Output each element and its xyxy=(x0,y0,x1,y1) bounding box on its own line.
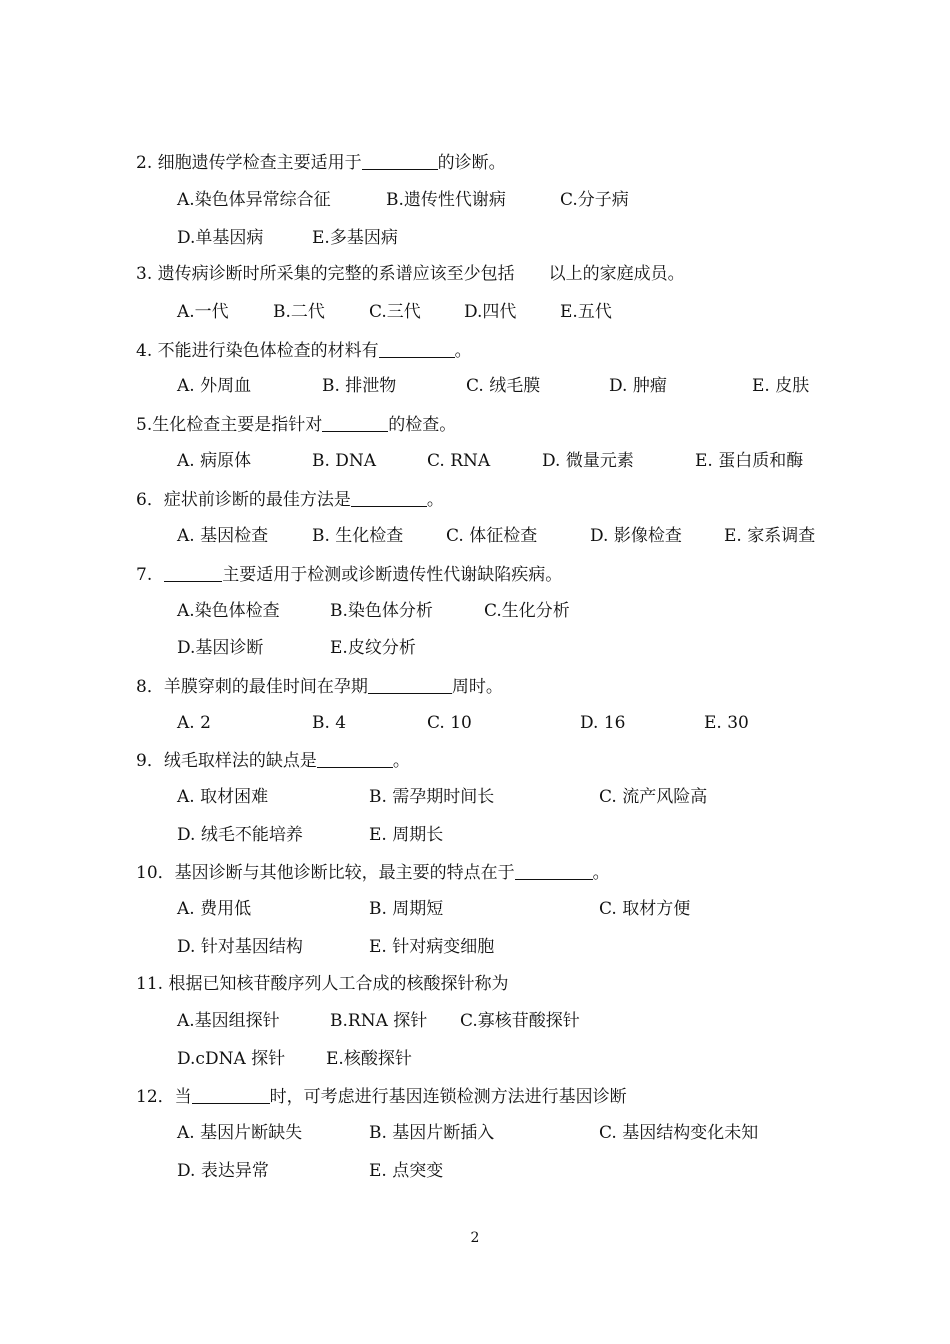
option-d: D. 针对基因结构 xyxy=(177,937,303,957)
option-c: C. 绒毛膜 xyxy=(466,376,541,396)
question-7-stem xyxy=(136,563,562,586)
option-b: B. DNA xyxy=(312,451,377,471)
question-9-stem-end: 。 xyxy=(392,751,410,771)
option-c: C.分子病 xyxy=(560,190,629,210)
option-a: A. 基因片断缺失 xyxy=(177,1123,303,1143)
question-8-stem xyxy=(136,675,503,698)
option-b: B. 生化检查 xyxy=(312,526,404,546)
question-10-stem xyxy=(136,861,610,884)
option-d: D. 绒毛不能培养 xyxy=(177,825,303,845)
option-e: E.五代 xyxy=(560,302,612,322)
option-e: E. 蛋白质和酶 xyxy=(695,451,804,471)
option-d: D.单基因病 xyxy=(177,228,264,248)
option-e: E.皮纹分析 xyxy=(330,638,416,658)
option-e: E. 家系调查 xyxy=(724,526,816,546)
option-d: D.四代 xyxy=(464,302,517,322)
question-5-stem-end: 的检查。 xyxy=(388,415,457,435)
option-a: A.一代 xyxy=(177,302,229,322)
option-e: E. 针对病变细胞 xyxy=(369,937,495,957)
option-e: E. 30 xyxy=(704,713,749,733)
question-5-stem-text: 5.生化检查主要是指针对 xyxy=(136,415,323,435)
option-c: C. 体征检查 xyxy=(446,526,538,546)
option-d: D.基因诊断 xyxy=(177,638,264,658)
option-c: C. RNA xyxy=(427,451,491,471)
answer-blank xyxy=(317,749,393,768)
option-b: B.遗传性代谢病 xyxy=(386,190,506,210)
option-e: E. 皮肤 xyxy=(752,376,810,396)
question-6-stem-end: 。 xyxy=(426,490,444,510)
question-2-stem xyxy=(136,151,506,174)
question-12-stem-text: 12．当 xyxy=(136,1087,192,1107)
option-b: B.RNA 探针 xyxy=(330,1011,428,1031)
question-2-stem-text: 2. 细胞遗传学检查主要适用于 xyxy=(136,153,362,173)
option-c: C.三代 xyxy=(369,302,421,322)
question-10-stem-text: 10．基因诊断与其他诊断比较，最主要的特点在于 xyxy=(136,863,515,883)
question-11-stem: 11. 根据已知核苷酸序列人工合成的核酸探针称为 xyxy=(136,974,509,994)
option-a: A. 费用低 xyxy=(177,899,252,919)
option-a: A.染色体检查 xyxy=(177,601,280,621)
question-7-stem-end: 主要适用于检测或诊断遗传性代谢缺陷疾病。 xyxy=(222,565,563,585)
question-3-stem: 3. 遗传病诊断时所采集的完整的系谱应该至少包括 以上的家庭成员。 xyxy=(136,264,685,284)
option-a: A. 基因检查 xyxy=(177,526,269,546)
question-8-stem-end: 周时。 xyxy=(451,677,503,697)
question-4-stem-end: 。 xyxy=(454,341,472,361)
option-d: D. 16 xyxy=(580,713,626,733)
option-d: D. 表达异常 xyxy=(177,1161,269,1181)
option-c: C.生化分析 xyxy=(484,601,570,621)
option-b: B.染色体分析 xyxy=(330,601,433,621)
answer-blank xyxy=(515,861,593,880)
option-a: A. 病原体 xyxy=(177,451,252,471)
option-e: E.多基因病 xyxy=(312,228,398,248)
question-10-stem-end: 。 xyxy=(592,863,610,883)
answer-blank xyxy=(368,675,452,694)
answer-blank xyxy=(362,151,438,170)
option-d: D. 微量元素 xyxy=(542,451,634,471)
question-6-stem-text: 6．症状前诊断的最佳方法是 xyxy=(136,490,351,510)
question-6-stem xyxy=(136,488,444,511)
page-number: 2 xyxy=(470,1230,480,1246)
option-a: A. 外周血 xyxy=(177,376,252,396)
question-4-stem-text: 4. 不能进行染色体检查的材料有 xyxy=(136,341,379,361)
option-d: D. 影像检查 xyxy=(590,526,682,546)
question-7-stem-text: 7. xyxy=(136,565,153,585)
option-b: B. 4 xyxy=(312,713,347,733)
option-e: E.核酸探针 xyxy=(326,1049,412,1069)
option-c: C. 10 xyxy=(427,713,472,733)
option-c: C. 基因结构变化未知 xyxy=(599,1123,759,1143)
question-12-stem xyxy=(136,1085,627,1108)
question-5-stem xyxy=(136,413,456,436)
option-e: E. 点突变 xyxy=(369,1161,444,1181)
option-a: A.基因组探针 xyxy=(177,1011,280,1031)
question-2-stem-end: 的诊断。 xyxy=(437,153,506,173)
option-a: A. 取材困难 xyxy=(177,787,269,807)
answer-blank xyxy=(351,488,427,507)
question-9-stem-text: 9．绒毛取样法的缺点是 xyxy=(136,751,317,771)
question-8-stem-text: 8．羊膜穿刺的最佳时间在孕期 xyxy=(136,677,368,697)
option-b: B.二代 xyxy=(273,302,325,322)
option-b: B. 排泄物 xyxy=(322,376,397,396)
option-d: D.cDNA 探针 xyxy=(177,1049,286,1069)
option-b: B. 周期短 xyxy=(369,899,444,919)
question-12-stem-end: 时，可考虑进行基因连锁检测方法进行基因诊断 xyxy=(269,1087,627,1107)
answer-blank xyxy=(379,339,455,358)
option-c: C. 流产风险高 xyxy=(599,787,708,807)
option-a: A.染色体异常综合征 xyxy=(177,190,331,210)
option-d: D. 肿瘤 xyxy=(609,376,667,396)
question-4-stem xyxy=(136,339,472,362)
option-c: C.寡核苷酸探针 xyxy=(460,1011,580,1031)
option-b: B. 需孕期时间长 xyxy=(369,787,495,807)
answer-blank xyxy=(192,1085,270,1104)
answer-blank xyxy=(164,563,222,582)
answer-blank xyxy=(322,413,388,432)
option-e: E. 周期长 xyxy=(369,825,444,845)
option-a: A. 2 xyxy=(177,713,211,733)
question-9-stem xyxy=(136,749,410,772)
option-b: B. 基因片断插入 xyxy=(369,1123,495,1143)
option-c: C. 取材方便 xyxy=(599,899,691,919)
